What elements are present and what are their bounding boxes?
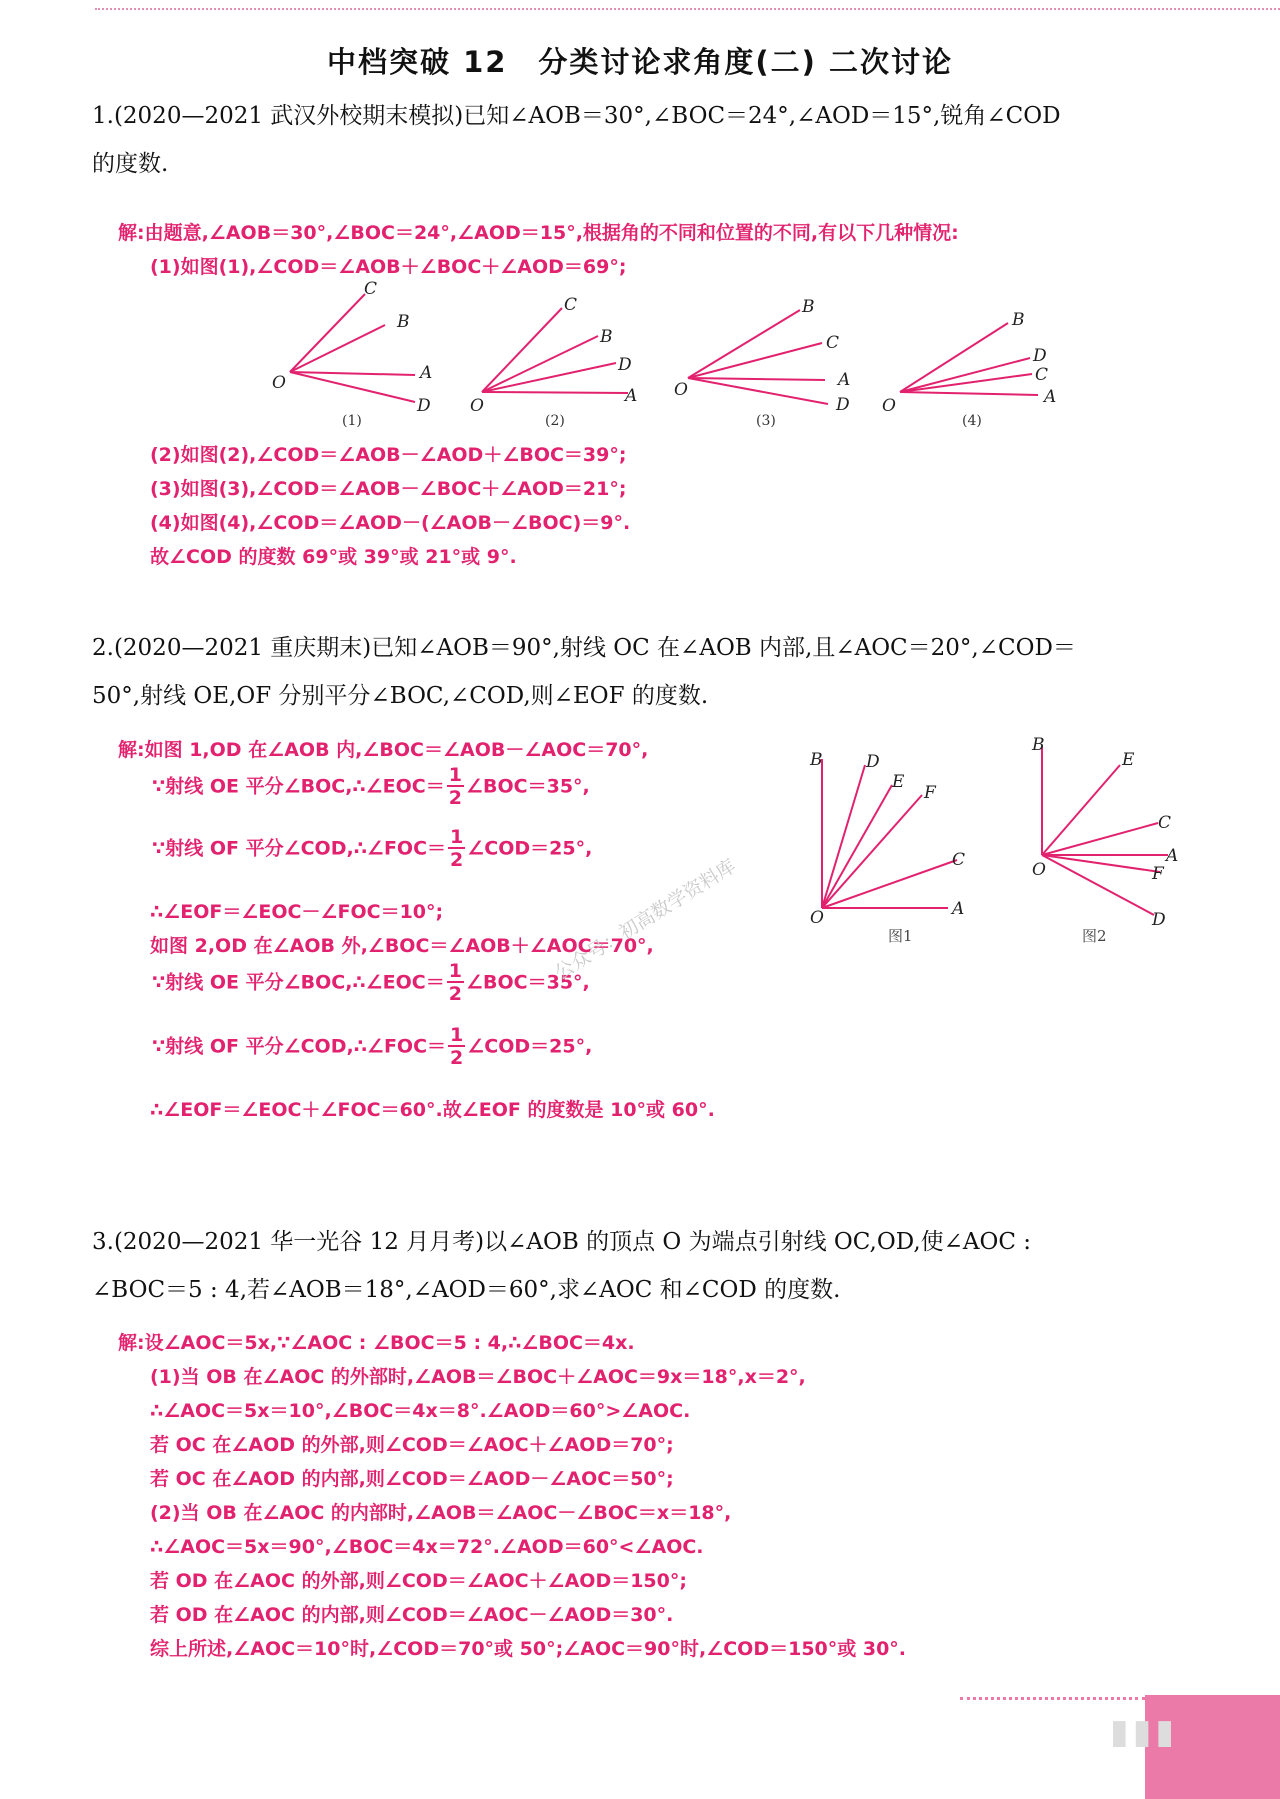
question-3-line-2: ∠BOC＝5 : 4,若∠AOB＝18°,∠AOD＝60°,求∠AOC 和∠COD 的度数. [92,1277,841,1303]
label-d: D [836,395,850,415]
solution-1-line: (3)如图(3),∠COD＝∠AOB－∠BOC＋∠AOD＝21°; [150,478,627,500]
label-a: A [625,386,638,406]
ray-oa [290,372,415,375]
page-title: 中档突破 12 分类讨论求角度(二) 二次讨论 [326,45,954,79]
ray-oe [822,785,892,908]
label-f: F [924,783,936,803]
label-b: B [802,297,815,317]
fraction-half: $\frac{1}{2}$ [448,764,462,809]
solution-3-line: 若 OD 在∠AOC 的内部,则∠COD＝∠AOC－∠AOD＝30°. [150,1604,674,1626]
ray-od [290,372,415,402]
label-o: O [470,396,484,416]
solution-2-line: 解:如图 1,OD 在∠AOB 内,∠BOC＝∠AOB－∠AOC＝70°, [118,739,649,761]
label-c: C [952,850,966,870]
ray-oe [1042,765,1120,855]
solution-1-line: 解:由题意,∠AOB＝30°,∠BOC＝24°,∠AOD＝15°,根据角的不同和位置的不同,有以下几种情况: [118,222,959,244]
fraction-half: $\frac{1}{2}$ [448,960,462,1005]
ray-oa [482,392,628,393]
label-o: O [810,908,824,928]
q2-figures [800,735,1200,950]
label-c: C [826,333,840,353]
solution-3-line: ∴∠AOC＝5x＝90°,∠BOC＝4x＝72°.∠AOD＝60°<∠AOC. [150,1536,704,1558]
solution-1-line: (1)如图(1),∠COD＝∠AOB＋∠BOC＋∠AOD＝69°; [150,256,627,278]
ray-oc [1042,823,1158,855]
solution-3-line: 综上所述,∠AOC＝10°时,∠COD＝70°或 50°;∠AOC＝90°时,∠COD＝150°或 30°. [150,1638,907,1660]
label-o: O [674,380,688,400]
label-a: A [1166,846,1179,866]
solution-3-line: 若 OC 在∠AOD 的内部,则∠COD＝∠AOD－∠AOC＝50°; [150,1468,674,1490]
ray-oc [290,294,365,372]
fig-caption: (2) [545,413,565,429]
label-d: D [866,752,880,772]
label-o: O [1032,860,1046,880]
solution-2-line: 如图 2,OD 在∠AOB 外,∠BOC＝∠AOB＋∠AOC＝70°, [150,935,654,957]
solution-1-line: 故∠COD 的度数 69°或 39°或 21°或 9°. [150,546,517,568]
solution-3 [118,1328,1198,1668]
question-1-line-1: 1.(2020—2021 武汉外校期末模拟)已知∠AOB＝30°,∠BOC＝24°,∠AOD＝15°,锐角∠COD [92,103,1061,129]
solution-2-line: ∵射线 OE 平分∠BOC,∴∠EOC＝ $\frac{1}{2}$ ∠BOC＝35°, [152,960,590,1005]
solution-2-line: ∵射线 OF 平分∠COD,∴∠FOC＝ $\frac{1}{2}$ ∠COD＝25°, [152,1024,593,1069]
ray-od [822,765,865,908]
top-dotted-border [95,0,1280,10]
solution-2-line: ∴∠EOF＝∠EOC－∠FOC＝10°; [150,901,444,923]
solution-2-line: ∴∠EOF＝∠EOC＋∠FOC＝60°.故∠EOF 的度数是 10°或 60°. [150,1099,715,1121]
solution-3-line: 若 OD 在∠AOC 的外部,则∠COD＝∠AOC＋∠AOD＝150°; [150,1570,687,1592]
fraction-half: $\frac{1}{2}$ [450,826,464,871]
solution-1-line: (4)如图(4),∠COD＝∠AOD－(∠AOB－∠BOC)＝9°. [150,512,631,534]
question-3-line-1: 3.(2020—2021 华一光谷 12 月月考)以∠AOB 的顶点 O 为端点引射线 OC,OD,使∠AOC : [92,1229,1032,1255]
fraction-half: $\frac{1}{2}$ [450,1024,464,1069]
ray-ob [688,310,800,378]
label-c: C [1035,365,1049,385]
page-decoration-icon: ▮▮▮ [1110,1712,1179,1752]
label-c: C [1158,813,1172,833]
solution-3-line: 若 OC 在∠AOD 的外部,则∠COD＝∠AOC＋∠AOD＝70°; [150,1434,674,1456]
label-d: D [618,355,632,375]
label-a: A [952,899,965,919]
solution-3-line: (1)当 OB 在∠AOC 的外部时,∠AOB＝∠BOC＋∠AOC＝9x＝18°,x＝2°, [150,1366,806,1388]
ray-oc [688,343,822,378]
question-1 [92,92,1187,188]
label-b: B [600,327,613,347]
label-f: F [1152,864,1164,884]
label-b: B [397,312,410,332]
label-d: D [1033,346,1047,366]
label-o: O [882,396,896,416]
ray-ob [482,336,598,392]
solution-3-line: (2)当 OB 在∠AOC 的内部时,∠AOB＝∠AOC－∠BOC＝x＝18°, [150,1502,732,1524]
label-d: D [417,396,431,416]
fig-caption: 图2 [1082,927,1107,945]
label-c: C [564,295,578,315]
label-c: C [364,280,378,299]
question-2-line-2: 50°,射线 OE,OF 分别平分∠BOC,∠COD,则∠EOF 的度数. [92,683,709,709]
label-a: A [420,363,433,383]
footer-dotted-line [960,1697,1145,1700]
ray-od [688,378,828,404]
question-3 [92,1218,1187,1314]
label-a: A [1044,387,1057,407]
label-b: B [1012,310,1025,330]
ray-oc [900,374,1032,392]
ray-od [900,358,1030,392]
ray-oa [900,392,1038,395]
label-b: B [810,750,823,770]
question-2 [92,624,1187,720]
ray-od [482,363,616,392]
fig-caption: (3) [756,413,776,429]
solution-3-line: 解:设∠AOC＝5x,∵∠AOC : ∠BOC＝5 : 4,∴∠BOC＝4x. [118,1332,635,1354]
fig-caption: 图1 [888,927,913,945]
question-2-line-1: 2.(2020—2021 重庆期末)已知∠AOB＝90°,射线 OC 在∠AOB 内部,且∠AOC＝20°,∠COD＝ [92,635,1076,661]
label-e: E [892,772,905,792]
ray-ob [290,325,385,372]
q1-figures [260,280,1080,435]
label-o: O [272,373,286,393]
label-b: B [1032,735,1045,755]
ray-oc [482,308,562,392]
solution-2 [118,735,798,1125]
question-1-line-2: 的度数. [92,151,169,177]
ray-oa [688,378,825,380]
fig-caption: (1) [342,413,362,429]
label-a: A [838,370,851,390]
solution-2-line: ∵射线 OE 平分∠BOC,∴∠EOC＝ $\frac{1}{2}$ ∠BOC＝35°, [152,764,590,809]
label-d: D [1152,910,1166,930]
ray-ob [900,323,1008,392]
label-e: E [1122,750,1135,770]
solution-2-line: ∵射线 OF 平分∠COD,∴∠FOC＝ $\frac{1}{2}$ ∠COD＝25°, [152,826,593,871]
solution-3-line: ∴∠AOC＝5x＝10°,∠BOC＝4x＝8°.∠AOD＝60°>∠AOC. [150,1400,691,1422]
fig-caption: (4) [962,413,982,429]
watermark: 公众号：初高数学资料库 [550,855,740,985]
solution-1-line: (2)如图(2),∠COD＝∠AOB－∠AOD＋∠BOC＝39°; [150,444,627,466]
